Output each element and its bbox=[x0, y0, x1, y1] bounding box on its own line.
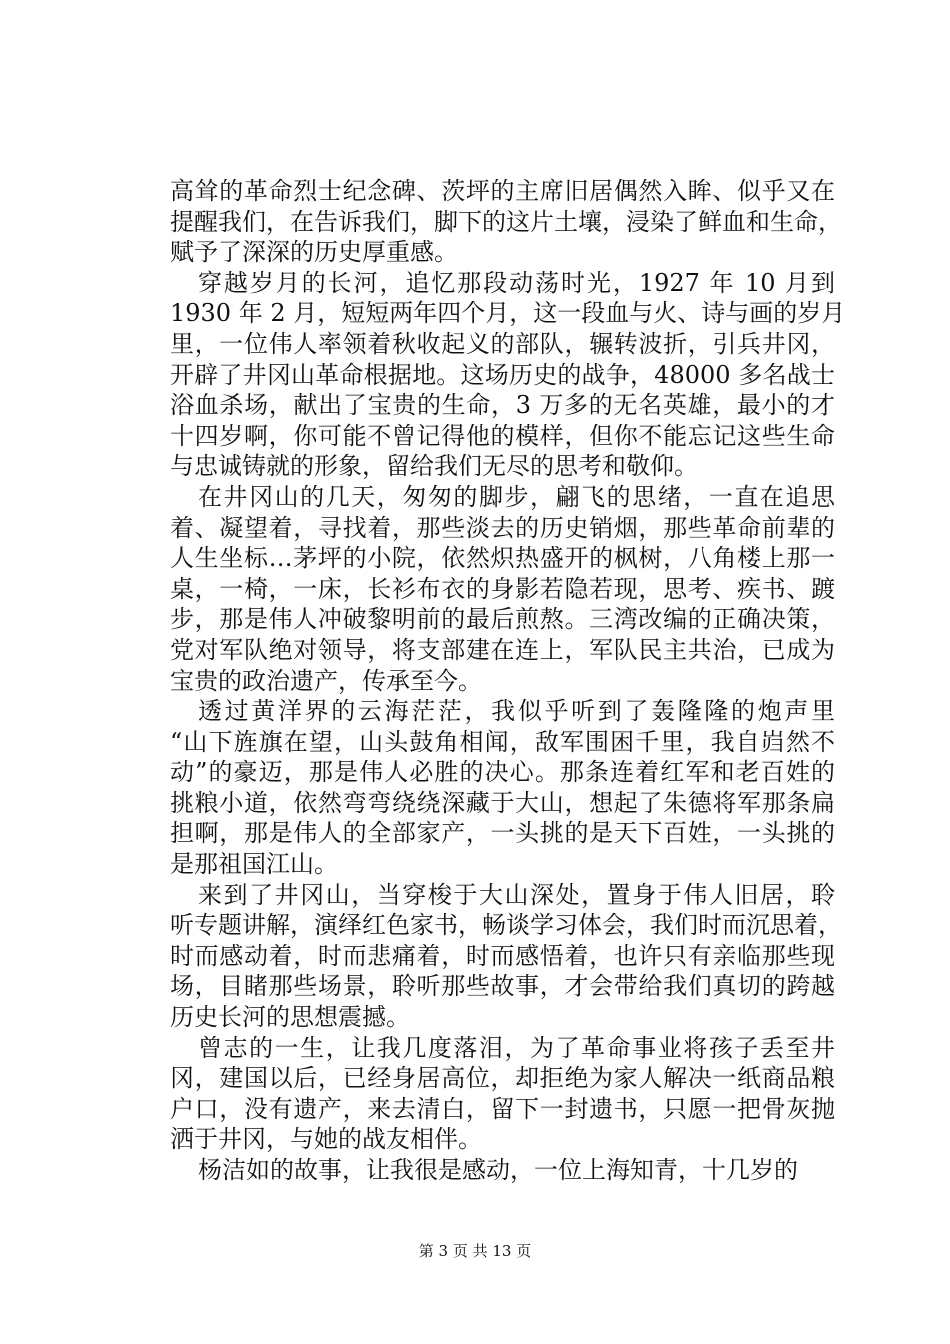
text-line: 党对军队绝对领导，将支部建在连上，军队民主共治，已成为 bbox=[170, 635, 835, 664]
text-line: 浴血杀场，献出了宝贵的生命，3 万多的无名英雄，最小的才 bbox=[170, 391, 835, 420]
text-line: 开辟了井冈山革命根据地。这场历史的战争，48000 多名战士 bbox=[170, 360, 835, 389]
paragraph bbox=[170, 880, 842, 1033]
text-line: 在井冈山的几天，匆匆的脚步，翩飞的思绪，一直在追思 bbox=[198, 482, 835, 511]
text-line: 十四岁啊，你可能不曾记得他的模样，但你不能忘记这些生命 bbox=[170, 421, 835, 450]
text-line: 曾志的一生，让我几度落泪，为了革命事业将孩子丢至井 bbox=[198, 1033, 835, 1062]
body-text bbox=[170, 176, 846, 1186]
text-line: 杨洁如的故事，让我很是感动，一位上海知青，十几岁的 bbox=[198, 1156, 798, 1184]
text-line: 桌，一椅，一床，长衫布衣的身影若隐若现，思考、疾书、踱 bbox=[170, 574, 835, 603]
text-line: 提醒我们，在告诉我们，脚下的这片土壤，浸染了鲜血和生命， bbox=[170, 207, 842, 236]
page-footer: 第 3 页 共 13 页 bbox=[418, 1242, 532, 1260]
text-line: 场，目睹那些场景，聆听那些故事，才会带给我们真切的跨越 bbox=[170, 972, 835, 1001]
text-line: 人生坐标…茅坪的小院，依然炽热盛开的枫树，八角楼上那一 bbox=[170, 544, 835, 573]
text-line: 步，那是伟人冲破黎明前的最后煎熬。三湾改编的正确决策， bbox=[170, 605, 835, 634]
text-line: 动”的豪迈，那是伟人必胜的决心。那条连着红军和老百姓的 bbox=[170, 758, 835, 787]
paragraph bbox=[170, 268, 846, 482]
text-line: 时而感动着，时而悲痛着，时而感悟着，也许只有亲临那些现 bbox=[170, 941, 835, 970]
text-line: 历史长河的思想震撼。 bbox=[170, 1003, 410, 1032]
paragraph bbox=[170, 1033, 835, 1155]
text-line: 赋予了深深的历史厚重感。 bbox=[170, 238, 458, 267]
paragraph bbox=[170, 176, 842, 268]
paragraph bbox=[170, 482, 835, 696]
text-line: 冈，建国以后，已经身居高位，却拒绝为家人解决一纸商品粮 bbox=[170, 1064, 835, 1093]
text-line: 担啊，那是伟人的全部家产，一头挑的是天下百姓，一头挑的 bbox=[170, 819, 835, 848]
text-line: 宝贵的政治遗产，传承至今。 bbox=[170, 666, 482, 695]
text-line: 高耸的革命烈士纪念碑、茨坪的主席旧居偶然入眸、似乎又在 bbox=[170, 177, 835, 205]
paragraph bbox=[170, 696, 835, 880]
text-line: 挑粮小道，依然弯弯绕绕深藏于大山，想起了朱德将军那条扁 bbox=[170, 788, 835, 817]
text-line: 1930 年 2 月，短短两年四个月，这一段血与火、诗与画的岁月 bbox=[170, 299, 846, 328]
paragraph bbox=[170, 1155, 835, 1186]
text-line: 户口，没有遗产，来去清白，留下一封遗书，只愿一把骨灰抛 bbox=[170, 1094, 835, 1123]
text-line: 透过黄洋界的云海茫茫，我似乎听到了轰隆隆的炮声里 bbox=[198, 697, 835, 726]
text-line: 洒于井冈，与她的战友相伴。 bbox=[170, 1125, 482, 1154]
text-line: 与忠诚铸就的形象，留给我们无尽的思考和敬仰。 bbox=[170, 452, 698, 481]
text-line: 着、凝望着，寻找着，那些淡去的历史销烟，那些革命前辈的 bbox=[170, 513, 835, 542]
text-line: 是那祖国江山。 bbox=[170, 850, 338, 879]
text-line: 听专题讲解，演绎红色家书，畅谈学习体会，我们时而沉思着， bbox=[170, 911, 842, 940]
text-line: 里，一位伟人率领着秋收起义的部队，辗转波折，引兵井冈， bbox=[170, 329, 835, 358]
text-line: 来到了井冈山，当穿梭于大山深处，置身于伟人旧居，聆 bbox=[198, 880, 835, 909]
text-line: 穿越岁月的长河，追忆那段动荡时光，1927 年 10 月到 bbox=[198, 268, 835, 297]
text-line: “山下旌旗在望，山头鼓角相闻，敌军围困千里，我自岿然不 bbox=[170, 727, 835, 756]
